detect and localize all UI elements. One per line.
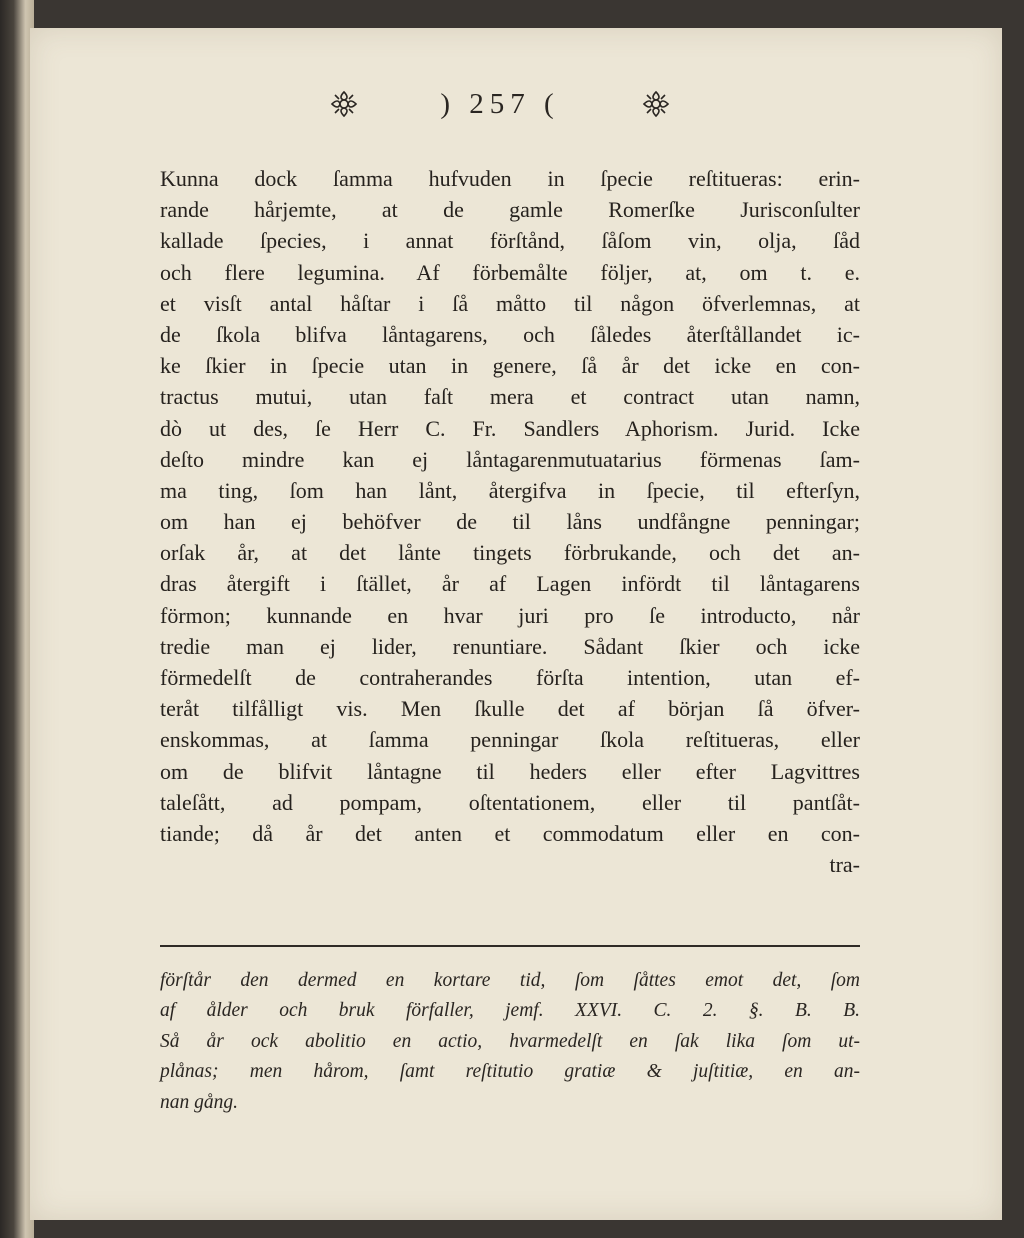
text-line: ke ſkier in ſpecie utan in genere, ſå år det icke en con- (160, 353, 860, 379)
footnote-line: af ålder och bruk förfaller, jemf. XXVI. C. 2. §. B. B. (160, 1000, 860, 1022)
book-spine-edge (0, 0, 34, 1238)
text-line: orſak år, at det lånte tingets förbrukande, och det an- (160, 540, 860, 566)
footnote-line: nan gång. (160, 1091, 238, 1113)
text-line: ma ting, ſom han lånt, återgifva in ſpecie, til efterſyn, (160, 477, 860, 503)
text-line: tractus mutui, utan faſt mera et contract utan namn, (160, 384, 860, 410)
text-line: förmedelſt de contraherandes förſta intention, utan ef- (160, 665, 860, 690)
fleuron-icon (642, 90, 670, 118)
text-line: om han ej behöfver de til låns undfångne penningar; (160, 509, 860, 535)
text-line: om de blifvit låntagne til heders eller efter Lagvittres (160, 758, 860, 784)
text-line: de ſkola blifva låntagarens, och ſåledes återſtållandet ic- (160, 321, 860, 347)
text-line: deſto mindre kan ej låntagarenmutuatarius förmenas ſam- (160, 446, 860, 472)
text-line: tiande; då år det anten et commodatum eller en con- (160, 820, 860, 846)
text-line: et visſt antal håſtar i ſå måtto til någon öfverlemnas, at (160, 290, 860, 316)
text-line: förmon; kunnande en hvar juri pro ſe introducto, når (160, 602, 860, 628)
text-line: och flere legumina. Af förbemålte följer, at, om t. e. (160, 259, 860, 285)
text-line: dò ut des, ſe Herr C. Fr. Sandlers Aphorism. Jurid. Icke (160, 415, 860, 441)
catchword: tra- (829, 852, 860, 878)
fleuron-icon (330, 90, 358, 118)
footnote-rule (160, 945, 860, 947)
page-header (330, 84, 670, 124)
text-line: enskommas, at ſamma penningar ſkola reſtitueras, eller (160, 727, 860, 753)
footnote-line: Så år ock abolitio en actio, hvarmedelſt en ſak lika ſom ut- (160, 1030, 860, 1052)
main-text (160, 163, 860, 880)
footnote-line: plånas; men hårom, ſamt reſtitutio gratiæ & juſtitiæ, en an- (160, 1061, 860, 1083)
text-line: taleſått, ad pompam, oſtentationem, eller til pantſåt- (160, 789, 860, 815)
footnote (160, 966, 860, 1118)
text-line: dras återgift i ſtället, år af Lagen infördt til låntagarens (160, 571, 860, 597)
text-line: teråt tilfålligt vis. Men ſkulle det af början ſå öfver- (160, 696, 860, 722)
footnote-line: förſtår den dermed en kortare tid, ſom ſåttes emot det, ſom (160, 970, 860, 991)
page-number: ) 257 ( (440, 87, 560, 120)
text-line: Kunna dock ſamma hufvuden in ſpecie reſtitueras: erin- (160, 166, 860, 191)
text-line: rande hårjemte, at de gamle Romerſke Jurisconſulter (160, 197, 860, 223)
text-line: tredie man ej lider, renuntiare. Sådant ſkier och icke (160, 633, 860, 659)
text-line: kallade ſpecies, i annat förſtånd, ſåſom vin, olja, ſåd (160, 228, 860, 254)
